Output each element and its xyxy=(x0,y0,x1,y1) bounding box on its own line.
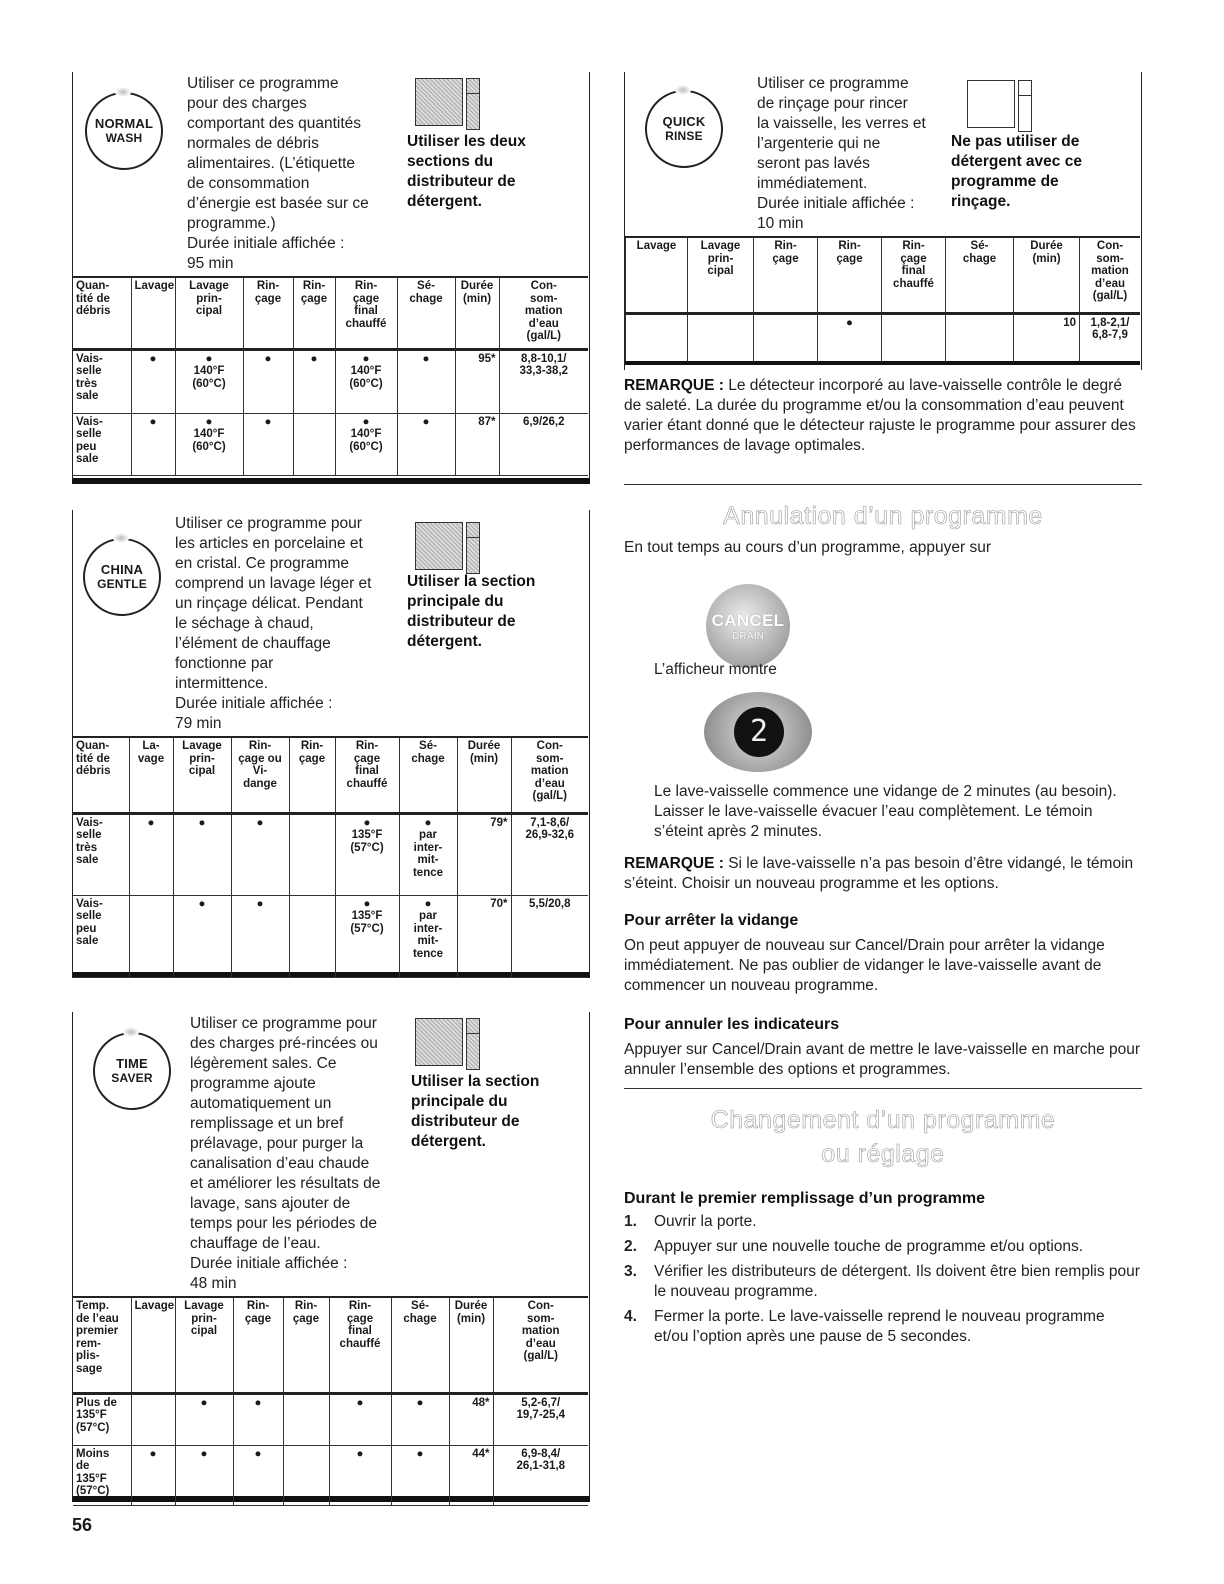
column-header: Rin- çage ou Vi- dange xyxy=(231,737,289,813)
table-cell: ● xyxy=(129,813,173,895)
step-text: Fermer la porte. Le lave-vaisselle reprend le nouveau programme et/ou l’option après une pause de 5 secondes. xyxy=(654,1308,1105,1345)
table-cell: ● xyxy=(397,413,455,475)
china-gentle-table xyxy=(73,736,588,978)
column-header: Rin- çage xyxy=(283,1297,329,1393)
remarque-sensor: REMARQUE : Le détecteur incorporé au lave-vaisselle contrôle le degré de saleté. La durée du programme et/ou la consommation d’eau peuvent varier étant donné que le détecteur rajuste le programme pour assurer des performances de lavage optimales. xyxy=(624,377,1136,454)
column-header: Durée (min) xyxy=(1014,237,1080,313)
step-text: Vérifier les distributeurs de détergent. Ils doivent être bien remplis pour le nouveau programme. xyxy=(654,1263,1140,1300)
table-cell: ● par inter- mit- tence xyxy=(399,895,457,977)
table-cell xyxy=(754,313,818,363)
quick-rinse-description: Utiliser ce programme de rinçage pour rincer la vaisselle, les verres et l’argenterie qui ne seront pas lavés immédiatement. Durée initiale affichée : 10 min xyxy=(757,75,926,232)
cancel-intro: En tout temps au cours d’un programme, appuyer sur xyxy=(624,539,992,556)
china-gentle-badge: CHINA GENTLE xyxy=(83,538,161,616)
section-title-cancel: Annulation d’un programme xyxy=(723,502,1043,530)
table-header-row xyxy=(73,277,588,349)
table-cell: 48* xyxy=(449,1393,493,1445)
table-row xyxy=(73,813,588,895)
table-cell: ● 135°F (57°C) xyxy=(335,813,399,895)
table-cell: ● xyxy=(293,349,335,413)
cancel-indicators-heading: Pour annuler les indicateurs xyxy=(624,1016,840,1033)
column-header: Rin- çage xyxy=(293,277,335,349)
table-cell: ● 140°F (60°C) xyxy=(335,413,397,475)
column-header: Lavage prin- cipal xyxy=(175,277,243,349)
time-saver-detergent-note: Utiliser la section principale du distributeur de détergent. xyxy=(411,1073,540,1150)
column-header: Con- som- mation d’eau (gal/L) xyxy=(511,737,588,813)
divider xyxy=(624,1088,1142,1089)
table-cell: 5,2-6,7/ 19,7-25,4 xyxy=(493,1393,588,1445)
table-cell: ● xyxy=(243,413,293,475)
step-text: Ouvrir la porte. xyxy=(654,1213,757,1230)
table-cell: 70* xyxy=(457,895,511,977)
detergent-main-icon xyxy=(415,522,483,574)
column-header: Rin- çage final chauffé xyxy=(335,737,399,813)
step-item xyxy=(624,1262,1142,1302)
remarque-drain: REMARQUE : Si le lave-vaisselle n’a pas besoin d’être vidangé, le témoin s’éteint. Choisir un nouveau programme et les options. xyxy=(624,855,1134,892)
table-cell: Vais- selle peu sale xyxy=(73,413,131,475)
table-cell: 95* xyxy=(455,349,499,413)
change-steps-list xyxy=(624,1212,1142,1352)
column-header: Sé- chage xyxy=(391,1297,449,1393)
time-saver-table xyxy=(73,1296,588,1506)
step-text: Appuyer sur une nouvelle touche de programme et/ou options. xyxy=(654,1238,1084,1255)
table-cell: ● xyxy=(233,1393,283,1445)
column-header: Lavage prin- cipal xyxy=(688,237,754,313)
display-digit: 2 xyxy=(734,707,784,757)
cancel-drain-button[interactable]: CANCEL DRAIN xyxy=(706,584,790,668)
step-item xyxy=(624,1212,1142,1232)
column-header: Lavage xyxy=(131,277,175,349)
column-header: Rin- çage final chauffé xyxy=(329,1297,391,1393)
table-cell: 79* xyxy=(457,813,511,895)
column-header: Lavage xyxy=(626,237,688,313)
table-cell xyxy=(293,413,335,475)
table-cell: ● xyxy=(173,895,231,977)
table-row xyxy=(73,1445,588,1505)
column-header: Sé- chage xyxy=(399,737,457,813)
table-cell xyxy=(129,895,173,977)
stop-drain-text: On peut appuyer de nouveau sur Cancel/Drain pour arrêter la vidange immédiatement. Ne pas oublier de vidanger le lave-vaisselle avant de commencer un nouveau programme. xyxy=(624,937,1105,994)
table-cell: 5,5/20,8 xyxy=(511,895,588,977)
program-china-gentle xyxy=(72,510,590,978)
table-cell: Vais- selle très sale xyxy=(73,349,131,413)
table-cell: ● xyxy=(391,1445,449,1505)
table-header-row xyxy=(73,737,588,813)
normal-wash-badge: NORMAL WASH xyxy=(85,92,163,170)
step-number: 4. xyxy=(624,1308,637,1325)
table-cell xyxy=(283,1393,329,1445)
column-header: Sé- chage xyxy=(397,277,455,349)
column-header: Rin- çage xyxy=(289,737,335,813)
table-cell: 87* xyxy=(455,413,499,475)
column-header: Rin- çage xyxy=(818,237,882,313)
table-cell: Plus de 135°F (57°C) xyxy=(73,1393,131,1445)
table-cell: Vais- selle peu sale xyxy=(73,895,129,977)
table-cell xyxy=(882,313,946,363)
step-item xyxy=(624,1307,1142,1347)
table-cell: 10 xyxy=(1014,313,1080,363)
table-row xyxy=(73,895,588,977)
table-cell: ● xyxy=(131,1445,175,1505)
column-header: Rin- çage xyxy=(243,277,293,349)
table-cell: ● xyxy=(397,349,455,413)
detergent-both-icon xyxy=(415,78,483,130)
first-fill-heading: Durant le premier remplissage d’un programme xyxy=(624,1190,985,1207)
column-header: Durée (min) xyxy=(449,1297,493,1393)
detergent-main-icon xyxy=(415,1018,483,1070)
table-cell: 6,9-8,4/ 26,1-31,8 xyxy=(493,1445,588,1505)
column-header: Con- som- mation d’eau (gal/L) xyxy=(499,277,588,349)
table-cell xyxy=(946,313,1014,363)
normal-wash-detergent-note: Utiliser les deux sections du distributeur de détergent. xyxy=(407,133,526,210)
column-header: Con- som- mation d’eau (gal/L) xyxy=(1080,237,1141,313)
table-cell: ● xyxy=(231,895,289,977)
column-header: Quan- tité de débris xyxy=(73,737,129,813)
countdown-display xyxy=(704,692,812,772)
table-cell: ● xyxy=(391,1393,449,1445)
table-cell: ● 135°F (57°C) xyxy=(335,895,399,977)
column-header: Lavage prin- cipal xyxy=(175,1297,233,1393)
normal-wash-table xyxy=(73,276,588,476)
section-title-change: Changement d’un programme xyxy=(710,1106,1056,1134)
table-cell xyxy=(688,313,754,363)
step-number: 3. xyxy=(624,1263,637,1280)
table-cell: 44* xyxy=(449,1445,493,1505)
table-cell: ● xyxy=(243,349,293,413)
column-header: Lavage prin- cipal xyxy=(173,737,231,813)
column-header: Rin- çage final chauffé xyxy=(882,237,946,313)
column-header: La- vage xyxy=(129,737,173,813)
no-detergent-icon xyxy=(967,80,1035,132)
table-row xyxy=(73,1393,588,1445)
section-title-change-2: ou réglage xyxy=(821,1140,945,1168)
table-cell xyxy=(626,313,688,363)
table-cell: Moins de 135°F (57°C) xyxy=(73,1445,131,1505)
table-cell: ● xyxy=(175,1445,233,1505)
time-saver-description: Utiliser ce programme pour des charges pré-rincées ou légèrement sales. Ce programme ajoute automatiquement un remplissage et un bref prélavage, pour purger la canalisation d’eau chaude et améliorer les résultats de lavage, sans ajouter de temps pour les périodes de chauffage de l’eau. Durée initiale affichée : 48 min xyxy=(190,1015,381,1292)
table-cell xyxy=(131,1393,175,1445)
table-cell xyxy=(283,1445,329,1505)
drain-description: Le lave-vaisselle commence une vidange de 2 minutes (au besoin). Laisser le lave-vaisselle évacuer l’eau complètement. Le témoin s’éteint après 2 minutes. xyxy=(654,783,1117,840)
table-header-row xyxy=(626,237,1141,313)
table-cell: ● xyxy=(131,349,175,413)
quick-rinse-detergent-note: Ne pas utiliser de détergent avec ce programme de rinçage. xyxy=(951,133,1082,210)
column-header: Con- som- mation d’eau (gal/L) xyxy=(493,1297,588,1393)
table-cell: ● xyxy=(173,813,231,895)
table-cell: ● 140°F (60°C) xyxy=(175,349,243,413)
table-cell xyxy=(289,813,335,895)
divider xyxy=(624,484,1142,485)
table-cell: ● 140°F (60°C) xyxy=(175,413,243,475)
column-header: Durée (min) xyxy=(455,277,499,349)
table-cell: ● xyxy=(329,1445,391,1505)
step-number: 2. xyxy=(624,1238,637,1255)
table-cell: 7,1-8,6/ 26,9-32,6 xyxy=(511,813,588,895)
table-row xyxy=(73,349,588,413)
column-header: Quan- tité de débris xyxy=(73,277,131,349)
column-header: Rin- çage final chauffé xyxy=(335,277,397,349)
column-header: Lavage xyxy=(131,1297,175,1393)
normal-wash-description: Utiliser ce programme pour des charges comportant des quantités normales de débris alimentaires. (L’étiquette de consommation d’énergie est basée sur ce programme.) Durée initiale affichée : 95 min xyxy=(187,75,369,272)
china-gentle-detergent-note: Utiliser la section principale du distributeur de détergent. xyxy=(407,573,536,650)
step-item xyxy=(624,1237,1142,1257)
column-header: Durée (min) xyxy=(457,737,511,813)
step-number: 1. xyxy=(624,1213,637,1230)
display-shows-label: L’afficheur montre xyxy=(654,661,777,678)
table-cell: 1,8-2,1/ 6,8-7,9 xyxy=(1080,313,1141,363)
column-header: Rin- çage xyxy=(233,1297,283,1393)
quick-rinse-table xyxy=(625,236,1140,365)
column-header: Sé- chage xyxy=(946,237,1014,313)
china-gentle-description: Utiliser ce programme pour les articles en porcelaine et en cristal. Ce programme comprend un lavage léger et un rinçage délicat. Pendant le séchage à chaud, l’élément de chauffage fonctionne par intermittence. Durée initiale affichée : 79 min xyxy=(175,515,372,732)
column-header: Rin- çage xyxy=(754,237,818,313)
table-cell: ● xyxy=(818,313,882,363)
program-time-saver xyxy=(72,1012,590,1502)
table-cell: ● xyxy=(231,813,289,895)
table-cell: ● xyxy=(131,413,175,475)
table-cell: ● par inter- mit- tence xyxy=(399,813,457,895)
page-number: 56 xyxy=(72,1515,93,1535)
program-quick-rinse xyxy=(624,72,1142,370)
table-cell: ● 140°F (60°C) xyxy=(335,349,397,413)
table-cell: ● xyxy=(233,1445,283,1505)
table-cell xyxy=(289,895,335,977)
table-cell: Vais- selle très sale xyxy=(73,813,129,895)
stop-drain-heading: Pour arrêter la vidange xyxy=(624,912,799,929)
table-cell: ● xyxy=(175,1393,233,1445)
table-row xyxy=(73,413,588,475)
table-cell: 6,9/26,2 xyxy=(499,413,588,475)
time-saver-badge: TIME SAVER xyxy=(93,1032,171,1110)
table-row xyxy=(626,313,1141,363)
table-cell: ● xyxy=(329,1393,391,1445)
column-header: Temp. de l’eau premier rem- plis- sage xyxy=(73,1297,131,1393)
quick-rinse-badge: QUICK RINSE xyxy=(645,90,723,168)
table-header-row xyxy=(73,1297,588,1393)
table-cell: 8,8-10,1/ 33,3-38,2 xyxy=(499,349,588,413)
program-normal-wash xyxy=(72,72,590,484)
cancel-indicators-text: Appuyer sur Cancel/Drain avant de mettre le lave-vaisselle en marche pour annuler l’ensemble des options et programmes. xyxy=(624,1041,1141,1078)
